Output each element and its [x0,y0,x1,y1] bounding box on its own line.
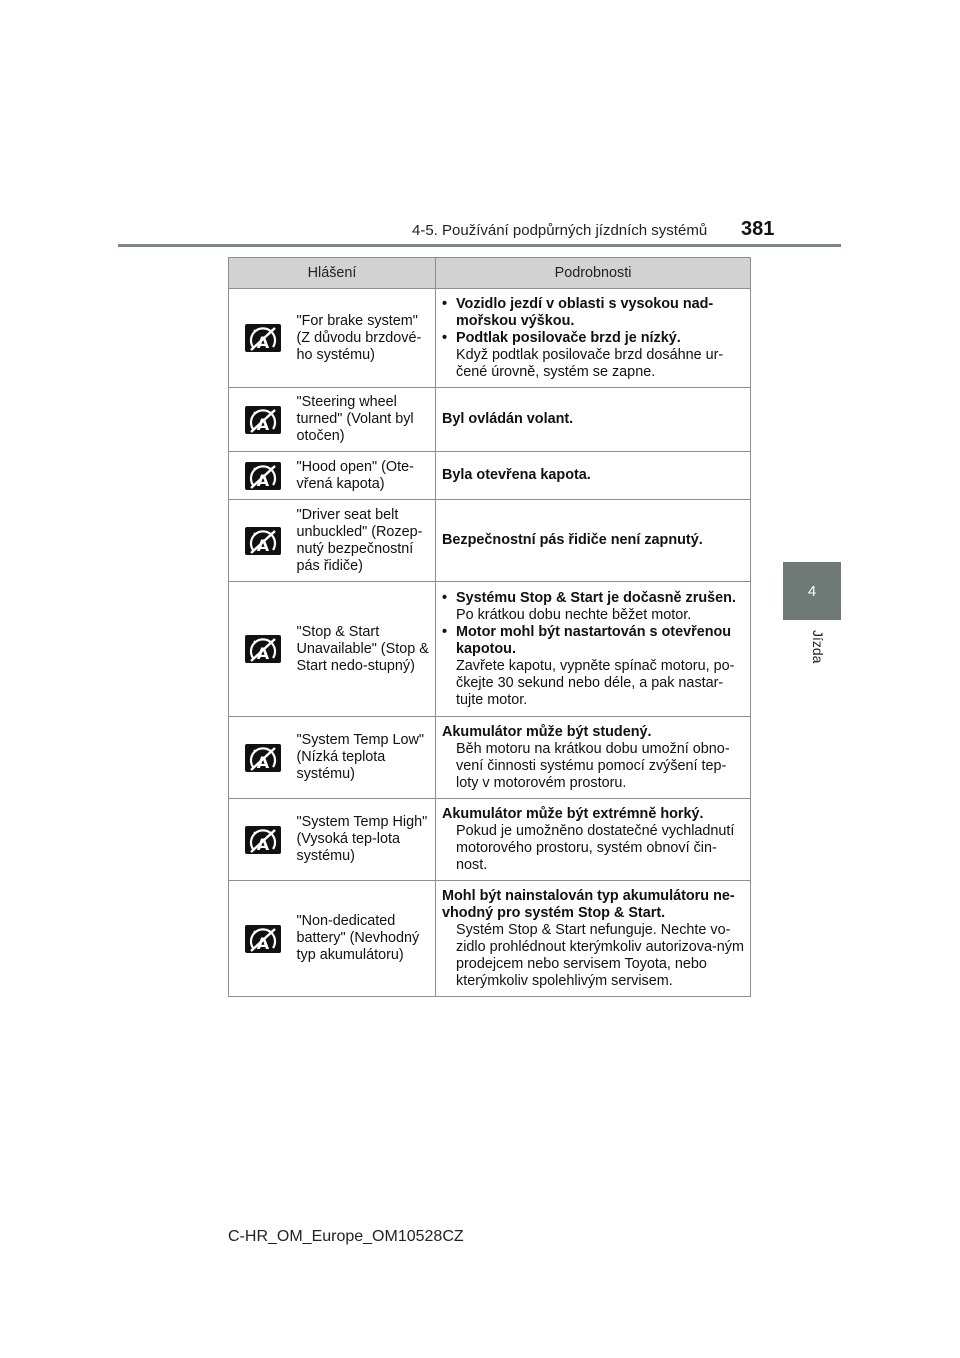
svg-text:A: A [256,535,269,555]
bullet-mark: • [442,623,448,640]
detail-text: Běh motoru na krátkou dobu umožní obno-vení činnosti systému pomocí zvýšení tep-loty v motorovém prostoru. [456,740,730,791]
header-message: Hlášení [229,258,436,289]
stop-start-off-icon [245,527,281,555]
bullet-body [456,590,736,624]
table-row [229,717,751,799]
details-cell [436,717,751,799]
details-cell [436,881,751,997]
detail-title: Bezpečnostní pás řidiče není zapnutý. [442,532,703,548]
table-row [229,500,751,582]
detail-title: Byla otevřena kapota. [442,467,591,483]
stop-start-off-icon [245,324,281,352]
detail-text: Po krátkou dobu nechte běžet motor. [456,606,692,623]
message-text: "Stop & Start Unavailable" (Stop & Start nedo-stupný) [297,582,436,717]
icon-cell [229,289,297,388]
svg-text:A: A [256,644,269,663]
message-text: "Non-dedicated battery" (Nevhodný typ akumulátoru) [297,881,436,997]
svg-text:A: A [256,933,269,953]
stop-start-off-icon [245,744,281,772]
message-table [228,257,751,997]
detail-title: Akumulátor může být extrémně horký. [442,805,704,822]
details-cell [436,582,751,717]
icon-cell [229,881,297,997]
stop-start-off-icon [245,635,281,663]
detail-bullet [442,590,746,624]
detail-text: Zavřete kapotu, vypněte spínač motoru, po-čkejte 30 sekund nebo déle, a pak nastar-tujte motor. [456,657,735,708]
stop-start-off-icon [245,925,281,953]
message-text: "Driver seat belt unbuckled" (Rozep-nutý bezpečnostní pás řidiče) [297,500,436,582]
page-number: 381 [741,218,775,240]
icon-cell [229,799,297,881]
table-row [229,452,751,500]
detail-text: Systém Stop & Start nefunguje. Nechte vo-zidlo prohlédnout kterýmkoliv autorizova-ným prodejcem nebo servisem Toyota, nebo kterýmkoliv spolehlivým servisem. [456,921,744,989]
detail-text: Pokud je umožněno dostatečné vychladnutí motorového prostoru, systém obnoví čin-nost. [456,822,735,873]
stop-start-off-icon [245,406,281,434]
icon-cell [229,717,297,799]
chapter-tab [783,562,841,620]
stop-start-off-icon [245,462,281,490]
table-row [229,799,751,881]
icon-cell [229,582,297,717]
header-details: Podrobnosti [436,258,751,289]
table-row [229,388,751,452]
svg-text:A: A [256,834,269,854]
detail-title: Mohl být nainstalován typ akumulátoru ne-vhodný pro systém Stop & Start. [442,887,735,921]
detail-title: Podtlak posilovače brzd je nízký. [456,329,681,346]
table-row [229,582,751,717]
detail-bullet [442,296,746,330]
detail-title: Motor mohl být nastartován s otevřenou kapotou. [456,623,732,657]
section-title: 4-5. Používání podpůrných jízdních systémů [412,222,708,239]
detail-title: Systému Stop & Start je dočasně zrušen. [456,589,736,606]
details-cell [436,289,751,388]
chapter-label: Jízda [810,630,826,664]
svg-text:A: A [256,752,269,772]
details-cell [436,799,751,881]
header-rule [118,244,841,247]
table-row [229,289,751,388]
message-text: "Hood open" (Ote-vřená kapota) [297,452,436,500]
bullet-mark: • [442,329,448,346]
detail-title: Akumulátor může být studený. [442,723,652,740]
detail-bullet [442,330,746,381]
details-cell [436,500,751,582]
bullet-body [456,330,746,381]
bullet-mark: • [442,589,448,606]
bullet-mark: • [442,295,448,312]
detail-bullet [442,624,746,709]
svg-text:A: A [256,414,269,434]
icon-cell [229,388,297,452]
detail-text: Když podtlak posilovače brzd dosáhne ur-čené úrovně, systém se zapne. [456,346,724,380]
svg-text:A: A [256,470,269,490]
message-text: "System Temp High" (Vysoká tep-lota systému) [297,799,436,881]
table-row [229,881,751,997]
svg-text:A: A [256,333,269,352]
table-header-row [229,258,751,289]
detail-title: Vozidlo jezdí v oblasti s vysokou nad-mořskou výškou. [456,295,714,329]
icon-cell [229,500,297,582]
icon-cell [229,452,297,500]
detail-title: Byl ovládán volant. [442,411,574,427]
message-text: "Steering wheel turned" (Volant byl otočen) [297,388,436,452]
message-text: "System Temp Low" (Nízká teplota systému) [297,717,436,799]
bullet-body [456,296,746,330]
document-code: C-HR_OM_Europe_OM10528CZ [228,1228,464,1245]
details-cell [436,388,751,452]
message-text: "For brake system" (Z důvodu brzdové-ho systému) [297,289,436,388]
chapter-number: 4 [807,582,817,600]
details-cell [436,452,751,500]
bullet-body [456,624,746,709]
stop-start-off-icon [245,826,281,854]
